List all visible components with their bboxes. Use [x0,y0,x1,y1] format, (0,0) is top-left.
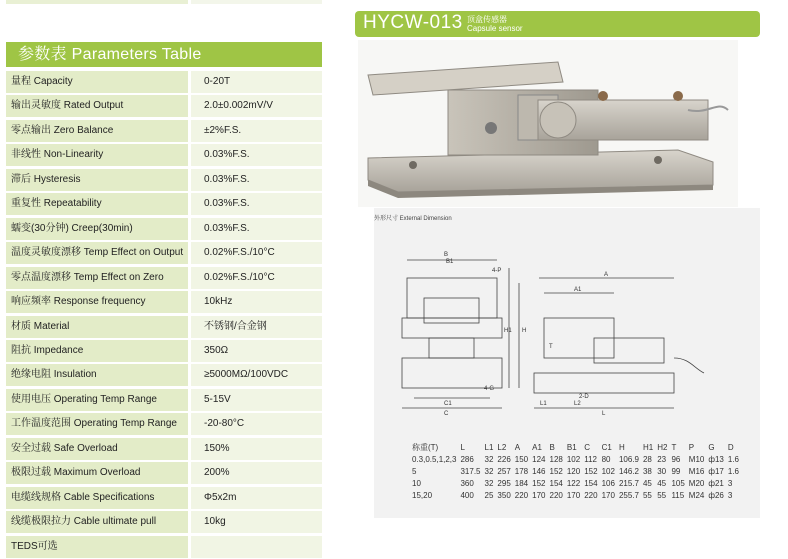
dim-cell: 220 [549,490,563,500]
dim-cell: 120 [566,466,581,476]
dim-header-cell: G [708,442,715,452]
label-h1: H1 [504,328,512,334]
param-value: 5-15V [191,389,322,411]
param-row [6,536,322,558]
product-name-cn: 顶盒传感器 [467,15,507,24]
label-c1: C1 [444,401,452,407]
dim-cell: 154 [584,478,598,488]
param-value: 0.02%F.S./10°C [191,242,322,264]
dim-cell: ф17 [708,466,724,476]
param-row [6,71,322,93]
dim-cell: M16 [688,466,705,476]
dim-row [410,453,741,465]
dim-cell: 146 [532,466,546,476]
label-l1: L1 [540,401,547,407]
dim-cell: 360 [460,478,474,488]
dim-cell: 106.9 [618,454,639,464]
param-row [6,389,322,411]
dim-cell: 255.7 [618,490,639,500]
dim-header-cell: T [671,442,677,452]
dim-cell: 5 [412,466,417,476]
dim-header-cell: D [727,442,734,452]
dim-header-cell: H2 [657,442,668,452]
param-value: 0.03%F.S. [191,218,322,240]
param-label: TEDS可选 [6,536,188,558]
label-b1: B1 [446,259,454,265]
dim-cell: 295 [497,478,511,488]
param-value: 350Ω [191,340,322,362]
dim-cell: M20 [688,478,705,488]
dim-cell: 30 [657,466,667,476]
param-row [6,218,322,240]
label-b: B [444,252,449,258]
dim-cell: 152 [549,466,563,476]
param-label: 温度灵敏度漂移 Temp Effect on Output [6,242,188,264]
param-row [6,169,322,191]
param-value: 150% [191,438,322,460]
dim-cell: M10 [688,454,705,464]
param-label: 绝缘电阻 Insulation [6,364,188,386]
dim-cell: M24 [688,490,705,500]
param-row [6,144,322,166]
dim-cell: 25 [484,490,494,500]
param-label: 零点温度漂移 Temp Effect on Zero [6,267,188,289]
param-value: Φ5x2m [191,487,322,509]
dim-header-cell: C [584,442,590,452]
param-label: 极限过载 Maximum Overload [6,462,188,484]
dimension-table-header [410,441,741,453]
label-a1: A1 [574,287,582,293]
dim-cell: 220 [514,490,529,500]
dim-row [410,489,741,501]
dim-cell: 112 [584,454,597,464]
param-value: -20-80°C [191,413,322,435]
dim-cell: 115 [671,490,685,500]
dim-cell: 45 [642,478,652,488]
label-a: A [604,272,609,278]
param-row [6,95,322,117]
dim-cell: 124 [532,454,546,464]
param-value [191,536,322,558]
label-l2: L2 [574,401,581,407]
dim-cell: 170 [601,490,615,500]
dim-cell: 28 [642,454,652,464]
param-row [6,487,322,509]
param-row [6,438,322,460]
dim-cell: 10 [412,478,421,488]
param-value: 0.03%F.S. [191,193,322,215]
dim-cell: 55 [642,490,652,500]
dim-header-cell: A [514,442,521,452]
param-label: 使用电压 Operating Temp Range [6,389,188,411]
dimension-drawing [374,208,760,518]
table-top-fragment [6,0,322,6]
label-c: C [444,411,449,417]
param-value: 不锈钢/合金钢 [191,316,322,338]
param-value: 0.02%F.S./10°C [191,267,322,289]
dim-cell: 170 [566,490,581,500]
param-label: 安全过载 Safe Overload [6,438,188,460]
dim-cell: 286 [460,454,474,464]
dim-cell: 220 [584,490,598,500]
dim-cell: 23 [657,454,667,464]
dim-header-cell: H [618,442,625,452]
param-row [6,291,322,313]
param-label: 蠕变(30分钟) Creep(30min) [6,218,188,240]
dim-cell: 96 [671,454,681,464]
dim-cell: 178 [514,466,529,476]
param-row [6,242,322,264]
param-label: 阻抗 Impedance [6,340,188,362]
dim-cell: 317.5 [460,466,481,476]
label-2d: 2-D [579,394,589,400]
param-row [6,316,322,338]
dim-cell: 122 [566,478,581,488]
dim-cell: 38 [642,466,652,476]
dim-cell: 215.7 [618,478,639,488]
dim-cell: 45 [657,478,667,488]
dim-cell: 184 [514,478,529,488]
param-row [6,193,322,215]
dim-cell: 102 [601,466,615,476]
param-label: 量程 Capacity [6,71,188,93]
dim-cell: 99 [671,466,681,476]
param-value: 10kHz [191,291,322,313]
dim-cell: 400 [460,490,474,500]
product-title-bar [355,11,760,37]
label-4g: 4-G [484,386,495,392]
dim-cell: 146.2 [618,466,639,476]
dim-cell: 150 [514,454,529,464]
dim-header-cell: L1 [484,442,494,452]
dim-cell: 102 [566,454,581,464]
dim-header-cell: L [460,442,465,452]
dim-cell: 105 [671,478,685,488]
dim-cell: ф13 [708,454,724,464]
param-value: ±2%F.S. [191,120,322,142]
dim-row [410,465,741,477]
dimension-title: 外形尺寸 External Dimension [374,216,452,222]
param-row [6,511,322,533]
dim-row [410,477,741,489]
param-label: 材质 Material [6,316,188,338]
param-row [6,120,322,142]
parameters-table-header: 参数表 Parameters Table [6,42,322,67]
param-label: 线缆极限拉力 Cable ultimate pull [6,511,188,533]
dim-cell: 154 [549,478,563,488]
dim-header-cell: A1 [532,442,542,452]
dimension-table [410,441,741,501]
dim-cell: 80 [601,454,611,464]
product-photo [358,40,738,207]
dim-cell: 152 [584,466,598,476]
product-name-en: Capsule sensor [467,24,523,33]
dim-cell: 32 [484,478,494,488]
param-label: 响应频率 Response frequency [6,291,188,313]
dim-cell: 1.6 [727,454,739,464]
dim-cell: 1.6 [727,466,739,476]
param-value: 200% [191,462,322,484]
product-model: HYCW-013 [363,12,463,33]
dim-cell: 3 [727,490,733,500]
param-label: 零点输出 Zero Balance [6,120,188,142]
dim-header-cell: B [549,442,555,452]
dim-cell: 15,20 [412,490,433,500]
param-row [6,413,322,435]
dim-header-cell: 称重(T) [412,442,439,452]
param-label: 电缆线规格 Cable Specifications [6,487,188,509]
dim-header-cell: C1 [601,442,612,452]
label-t: T [549,344,553,350]
dim-header-cell: P [688,442,695,452]
dim-cell: 32 [484,454,494,464]
dim-cell: ф21 [708,478,724,488]
param-row [6,462,322,484]
dim-cell: 350 [497,490,511,500]
dim-cell: 106 [601,478,615,488]
dim-cell: 152 [532,478,546,488]
label-l: L [602,411,606,417]
dim-header-cell: B1 [566,442,577,452]
param-value: 10kg [191,511,322,533]
dim-cell: 0.3,0.5,1,2,3 [412,454,457,464]
param-label: 输出灵敏度 Rated Output [6,95,188,117]
dim-cell: ф26 [708,490,724,500]
param-value: 0.03%F.S. [191,169,322,191]
param-value: 0-20T [191,71,322,93]
param-value: ≥5000MΩ/100VDC [191,364,322,386]
param-value: 0.03%F.S. [191,144,322,166]
dim-cell: 226 [497,454,511,464]
param-row [6,340,322,362]
label-h: H [522,328,527,334]
param-row [6,267,322,289]
dim-cell: 3 [727,478,733,488]
label-4p: 4-P [492,268,502,274]
param-label: 工作温度范围 Operating Temp Range [6,413,188,435]
param-value: 2.0±0.002mV/V [191,95,322,117]
param-row [6,364,322,386]
dim-header-cell: L2 [497,442,507,452]
param-label: 重复性 Repeatability [6,193,188,215]
dim-cell: 32 [484,466,494,476]
dim-cell: 55 [657,490,667,500]
dim-cell: 257 [497,466,511,476]
param-label: 滞后 Hysteresis [6,169,188,191]
dim-cell: 170 [532,490,546,500]
dim-cell: 128 [549,454,563,464]
param-label: 非线性 Non-Linearity [6,144,188,166]
dim-header-cell: H1 [642,442,654,452]
